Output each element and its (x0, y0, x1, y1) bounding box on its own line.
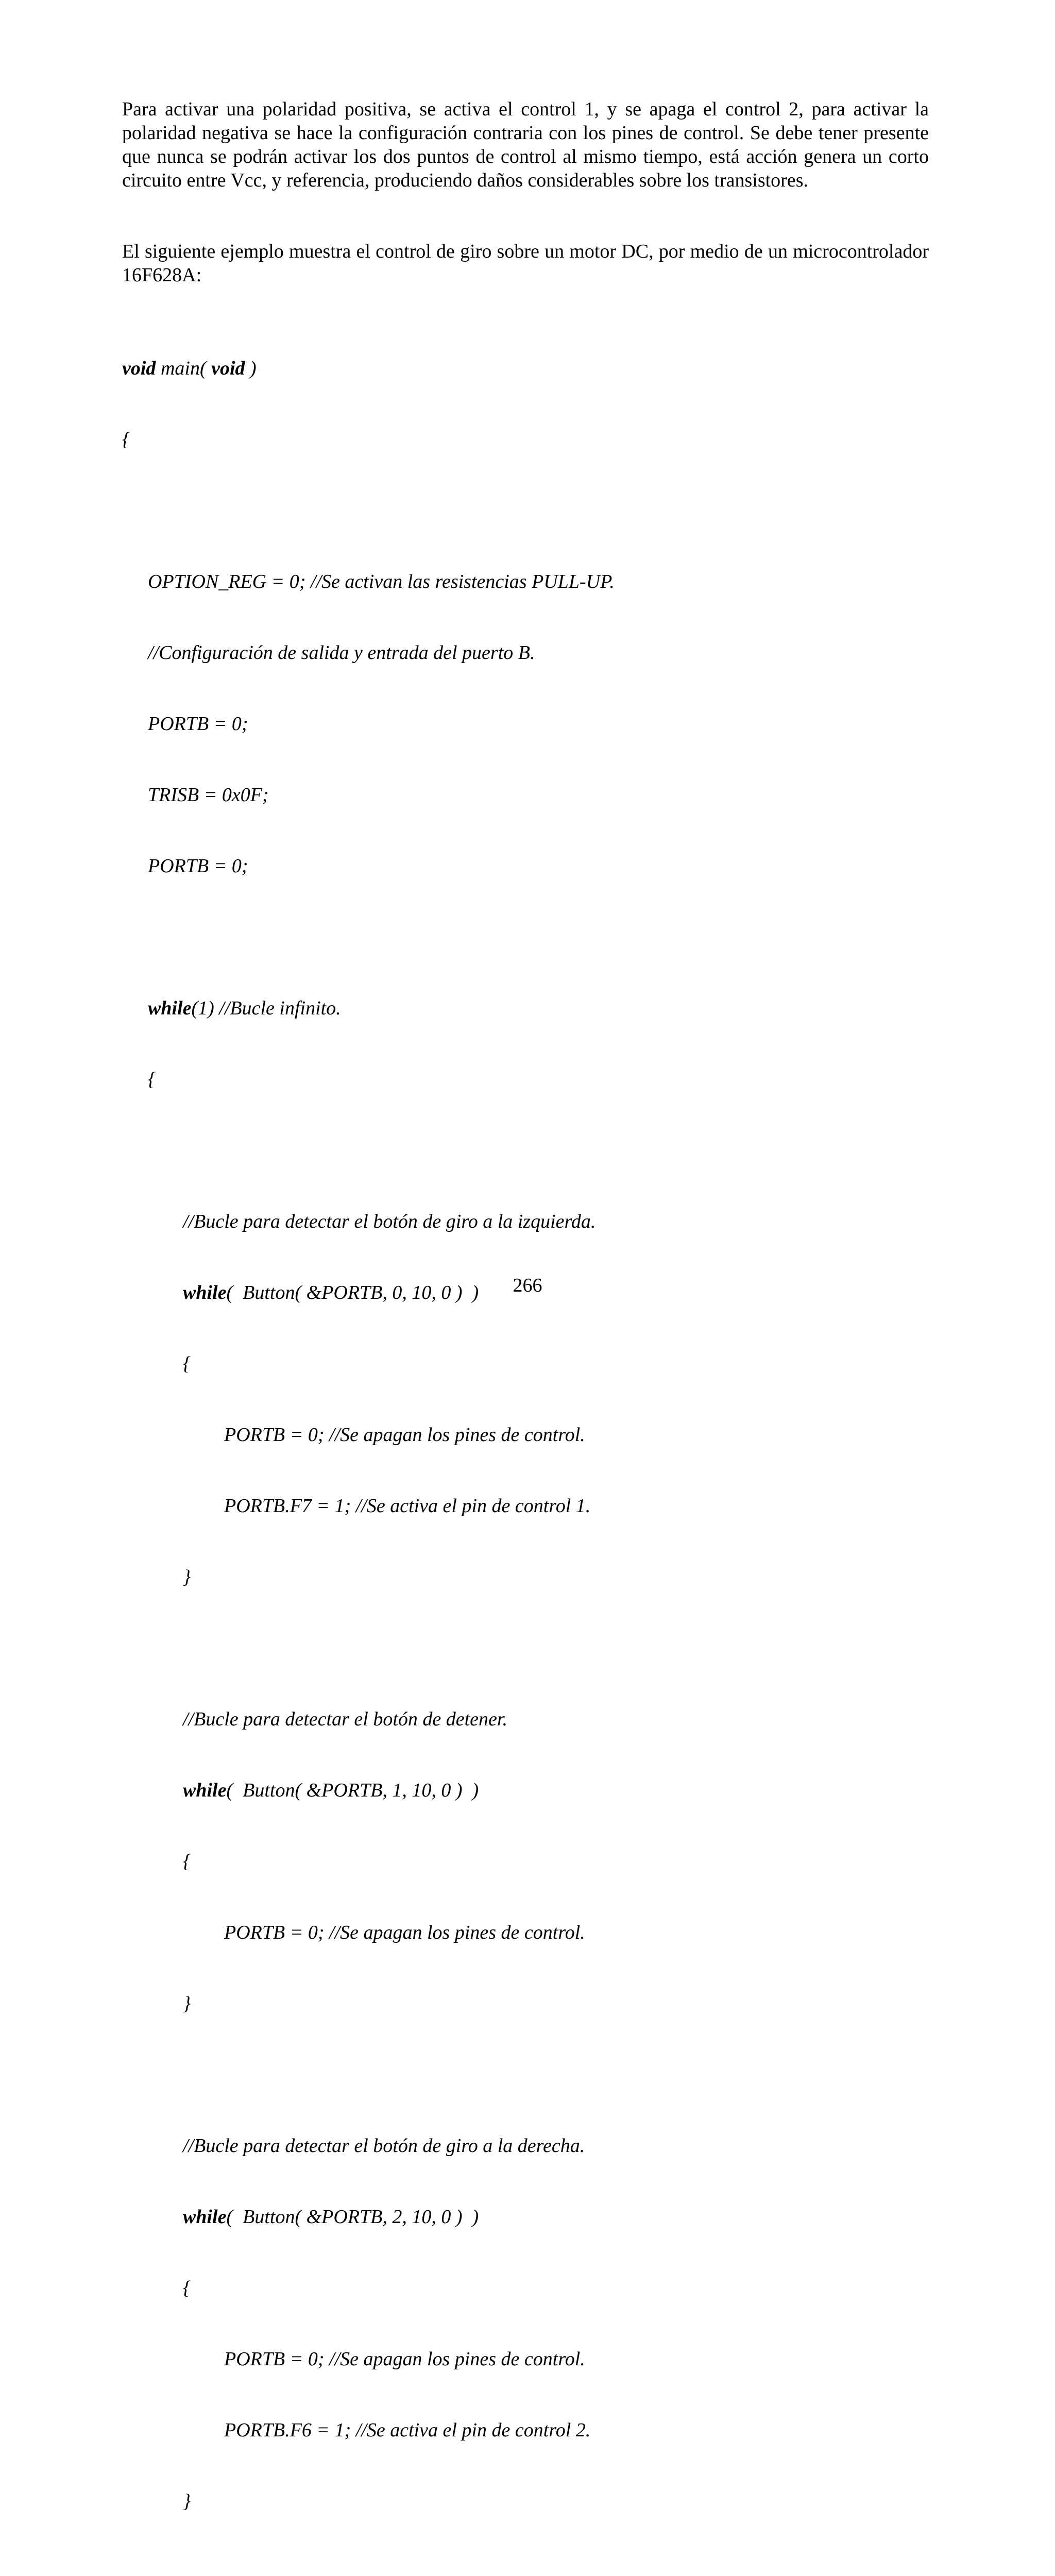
code-text: ( Button( &PORTB, 2, 10, 0 ) ) (226, 2206, 479, 2228)
code-text: ( Button( &PORTB, 1, 10, 0 ) ) (226, 1780, 479, 1801)
code-line: OPTION_REG = 0; //Se activan las resistencias PULL-UP. (148, 571, 615, 592)
code-comment-line: //Bucle para detectar el botón de giro a la izquierda. (183, 1211, 596, 1232)
code-line-while-stop (122, 1778, 895, 1802)
code-line: PORTB.F7 = 1; //Se activa el pin de control 1. (224, 1495, 591, 1517)
code-line-while-infinite (122, 996, 895, 1020)
body-paragraph: El siguiente ejemplo muestra el control de giro sobre un motor DC, por medio de un microcontrolador 16F628A: (122, 241, 929, 286)
code-listing (122, 309, 895, 2576)
code-line: } (183, 1566, 191, 1588)
code-blank-line (122, 1139, 895, 1162)
code-line-main-signature (122, 357, 895, 380)
page-number: 266 (513, 1275, 542, 1296)
code-keyword: void (211, 358, 245, 379)
code-comment-line: //Configuración de salida y entrada del puerto B. (148, 642, 535, 664)
code-comment-line: //Bucle para detectar el botón de detener. (183, 1708, 507, 1730)
code-line: { (183, 1851, 191, 1872)
code-line: { (122, 429, 130, 450)
code-line: PORTB = 0; //Se apagan los pines de control. (224, 1424, 585, 1446)
code-keyword: while (183, 1282, 227, 1303)
code-text: ) (245, 358, 257, 379)
code-line: } (183, 1993, 191, 2014)
code-line: { (183, 2277, 191, 2299)
code-text: ( Button( &PORTB, 0, 10, 0 ) ) (226, 1282, 479, 1303)
code-blank-line (122, 925, 895, 949)
code-blank-line (122, 2561, 895, 2576)
code-line: PORTB = 0; (148, 713, 248, 735)
code-line: PORTB = 0; //Se apagan los pines de control. (224, 2348, 585, 2370)
code-keyword: while (183, 2206, 227, 2228)
code-keyword: while (148, 997, 192, 1019)
code-line-while-right (122, 2205, 895, 2229)
code-line: { (183, 1353, 191, 1375)
code-keyword: while (183, 1780, 227, 1801)
code-line: { (148, 1069, 156, 1090)
code-comment-line: //Bucle para detectar el botón de giro a la derecha. (183, 2135, 585, 2157)
code-blank-line (122, 2063, 895, 2087)
code-blank-line (122, 1636, 895, 1660)
code-text: main( (156, 358, 212, 379)
code-line: PORTB = 0; //Se apagan los pines de control. (224, 1922, 585, 1943)
code-line: PORTB = 0; (148, 855, 248, 877)
code-keyword: void (122, 358, 156, 379)
code-line: } (183, 2490, 191, 2512)
code-blank-line (122, 499, 895, 522)
code-line: PORTB.F6 = 1; //Se activa el pin de control 2. (224, 2419, 591, 2441)
body-paragraph: Para activar una polaridad positiva, se activa el control 1, y se apaga el control 2, para activar la polaridad negativa se hace la configuración contraria con los pines de control. Se debe tener presente que nunca se podrán activar los dos puntos de control al mismo tiempo, está acción genera un corto circuito entre Vcc, y referencia, produciendo daños considerables sobre los transistores. (122, 98, 929, 191)
code-line: TRISB = 0x0F; (148, 784, 269, 806)
code-text: (1) //Bucle infinito. (191, 997, 341, 1019)
